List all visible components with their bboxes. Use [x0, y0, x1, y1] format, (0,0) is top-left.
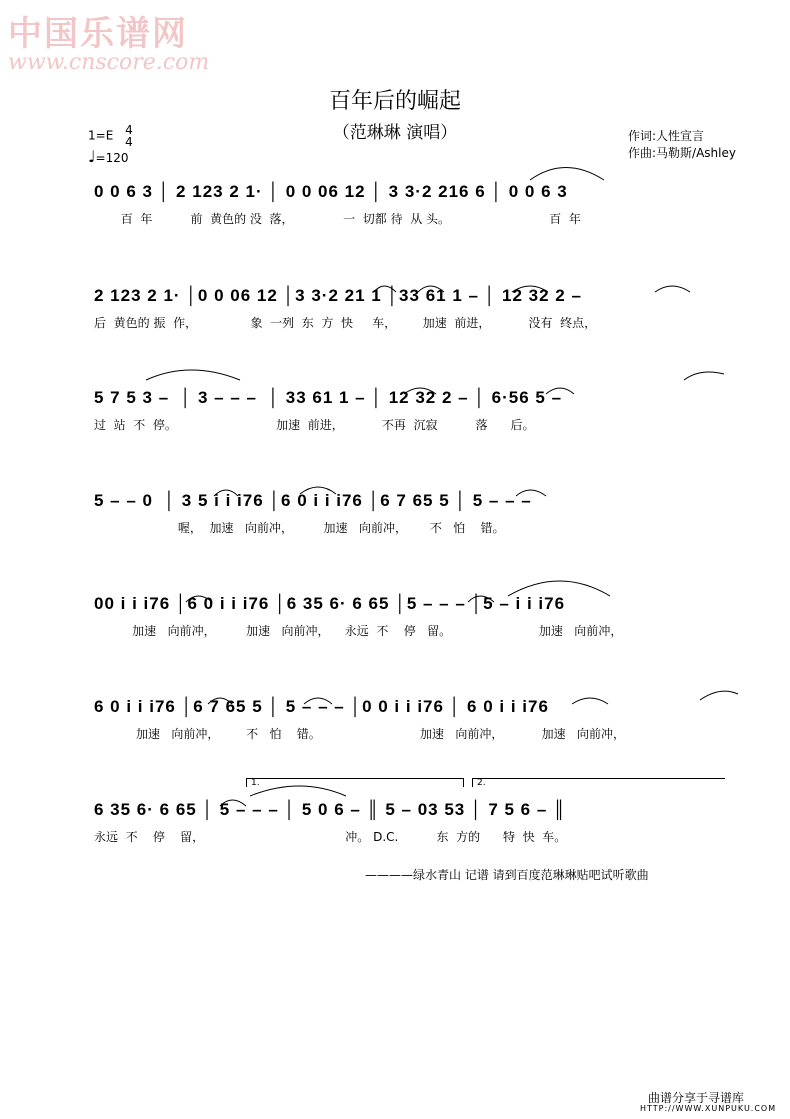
watermark-logo: 中国乐谱网	[8, 14, 188, 54]
score-row-3	[0, 388, 790, 468]
site-credit: 曲谱分享于寻谱库	[648, 1091, 745, 1105]
lyrics: 百 年 前 黄色的 没 落， 一 切都 待 从 头。 百 年	[94, 212, 581, 226]
notes: 6 35 6· 6 65 │ 5 – – – │ 5 0 6 – ║ 5 – 03 53 │ 7 5 6 – ║	[94, 800, 567, 819]
credits	[628, 128, 736, 162]
time-top: 4	[125, 123, 133, 137]
transcriber-note: ————绿水青山 记谱 请到百度范琳琳贴吧试听歌曲	[365, 868, 649, 882]
first-ending-bracket	[246, 778, 464, 787]
score-row-6	[0, 697, 790, 777]
lyricist: 作词:人性宣言	[628, 129, 705, 143]
song-title: 百年后的崛起	[328, 89, 461, 114]
second-ending-bracket	[472, 778, 725, 787]
score-row-5	[0, 594, 790, 674]
site-url: HTTP://WWW.XUNPUKU.COM	[640, 1104, 777, 1113]
notes: 2 123 2 1· │0 0 06 12 │3 3·2 21 1 │33 61 1 – │ 12 32 2 –	[94, 286, 582, 305]
notes: 6 0 i i i76 │6 7 65 5 │ 5 – – – │0 0 i i i76 │ 6 0 i i i76	[94, 697, 549, 716]
lyrics: 加速 向前冲， 不 怕 错。 加速 向前冲， 加速 向前冲，	[94, 727, 626, 741]
notes: 5 7 5 3 – │ 3 – – – │ 33 61 1 – │ 12 32 2 – │ 6·56 5 –	[94, 388, 563, 407]
quarter-note-icon: ♩	[88, 147, 96, 166]
score-row-2	[0, 286, 790, 366]
lyrics: 喔， 加速 向前冲， 加速 向前冲， 不 怕 错。	[94, 521, 505, 535]
tempo: =120	[95, 151, 129, 165]
second-ending-label: 2.	[477, 778, 486, 788]
lyrics: 加速 向前冲， 加速 向前冲， 永远 不 停 留。 加速 向前冲，	[94, 624, 623, 638]
lyrics: 后 黄色的 振 作， 象 一列 东 方 快 车， 加速 前进， 没有 终点，	[94, 316, 597, 330]
time-bottom: 4	[125, 135, 133, 149]
notes: 0 0 6 3 │ 2 123 2 1· │ 0 0 06 12 │ 3 3·2 216 6 │ 0 0 6 3	[94, 182, 568, 201]
first-ending-label: 1.	[251, 778, 260, 788]
lyrics: 过 站 不 停。 加速 前进， 不再 沉寂 落 后。	[94, 418, 535, 432]
score-row-4	[0, 491, 790, 571]
performer: （范琳琳 演唱）	[332, 123, 458, 143]
lyrics: 永远 不 停 留， 冲。 D.C. 东 方的 特 快 车。	[94, 830, 567, 844]
notes: 5 – – 0 │ 3 5 i i i76 │6 0 i i i76 │6 7 65 5 │ 5 – – –	[94, 491, 532, 510]
key-time-tempo	[88, 124, 133, 165]
key-signature: 1=E	[88, 128, 114, 143]
notes: 00 i i i76 │6 0 i i i76 │6 35 6· 6 65 │5 – – – │5 – i i i76	[94, 594, 566, 613]
score-row-1	[0, 182, 790, 262]
composer: 作曲:马勒斯/Ashley	[628, 146, 736, 160]
watermark-url: www.cnscore.com	[8, 50, 210, 75]
